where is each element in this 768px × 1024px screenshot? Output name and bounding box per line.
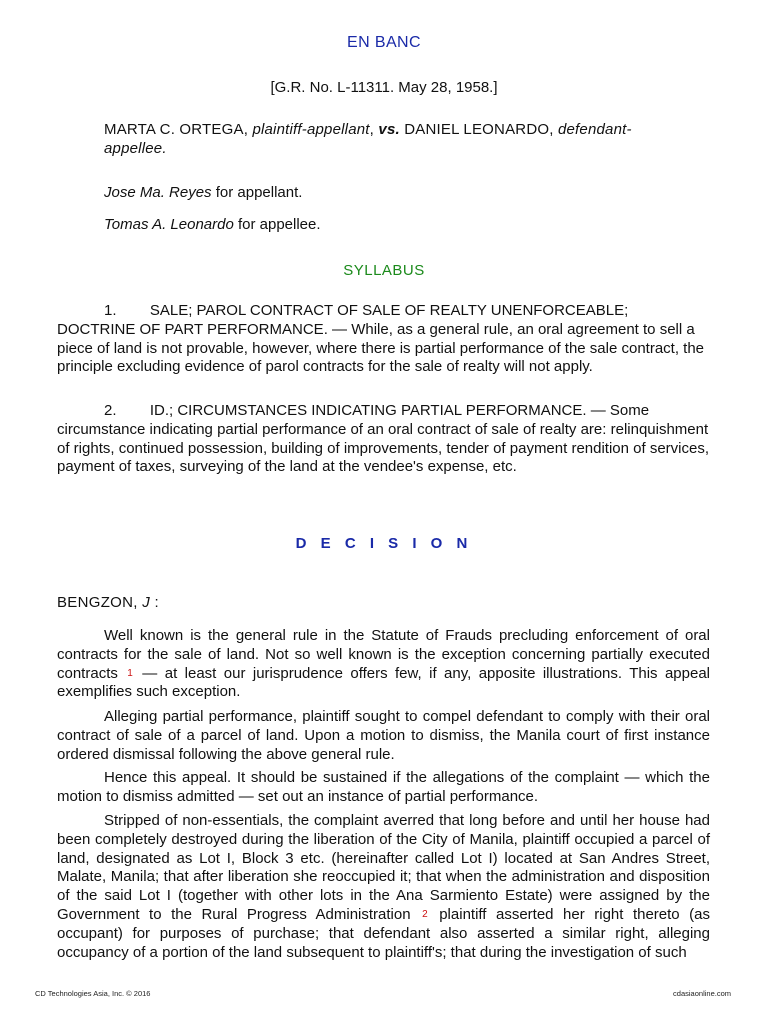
paragraph-1-text-a: Well known is the general rule in the Statute of Frauds precluding enforcement of oral contracts for the sale of land. Not so well known is the exception concerning partially executed contracts xyxy=(57,627,710,682)
plaintiff-name: MARTA C. ORTEGA, xyxy=(104,121,249,138)
court-division: EN BANC xyxy=(347,34,421,51)
decision-paragraph-2: Alleging partial performance, plaintiff sought to compel defendant to comply with their oral contract of sale of a parcel of land. Upon a motion to dismiss, the Manila court of first instance ordered dismissal following the above general rule. xyxy=(57,708,710,763)
versus-label: vs. xyxy=(378,121,400,138)
appellee-counsel-name: Tomas A. Leonardo xyxy=(104,216,234,233)
footer-site: cdasiaonline.com xyxy=(673,989,731,998)
appellee-counsel-suffix: for appellee. xyxy=(233,216,321,233)
paragraph-1-text-b: — at least our jurisprudence offers few, if any, apposite illustrations. This appeal exemplifies such exception. xyxy=(57,664,711,701)
appellant-counsel-name: Jose Ma. Reyes xyxy=(104,184,212,201)
footer-copyright: CD Technologies Asia, Inc. © 2016 xyxy=(35,989,151,998)
case-parties: MARTA C. ORTEGA, plaintiff-appellant, vs. DANIEL LEONARDO, defendant-appellee. xyxy=(104,121,632,157)
decision-paragraph-4 xyxy=(57,812,710,962)
ponente-name: BENGZON, xyxy=(57,594,138,611)
paragraph-4-text-b: plaintiff asserted her right thereto (as occupant) for purposes of purchase; that defendant also asserted a similar right, alleging occupancy of a portion of the land subsequent to plaintiff's; that during the investigation of such xyxy=(57,905,711,961)
syllabus-item-2: 2. ID.; CIRCUMSTANCES INDICATING PARTIAL PERFORMANCE. — Some circumstance indicating partial performance of an oral contract of sale of realty are: relinquishment of rights, continued possession, building of improvements, tender of payment rendition of services, payment of taxes, surveying of the land at the vendee's expense, etc. xyxy=(57,402,710,476)
counsel-appellant xyxy=(104,184,302,201)
footnote-1-link[interactable]: 1 xyxy=(127,667,133,679)
appellant-counsel-suffix: for appellant. xyxy=(211,184,303,201)
ponente-title: J xyxy=(142,594,151,611)
ponente xyxy=(57,594,159,611)
syllabus-heading: SYLLABUS xyxy=(343,262,425,279)
defendant-role: defendant-appellee. xyxy=(104,121,632,157)
case-number: [G.R. No. L-11311. May 28, 1958.] xyxy=(270,79,498,96)
plaintiff-role: plaintiff-appellant xyxy=(252,121,370,138)
syllabus-item-1: 1. SALE; PAROL CONTRACT OF SALE OF REALTY UNENFORCEABLE; DOCTRINE OF PART PERFORMANCE. — While, as a general rule, an oral agreement to sell a piece of land is not provable, however, where there is partial performance of the sale contract, the principle excluding evidence of parol contracts for the sale of realty will not apply. xyxy=(57,302,705,376)
paragraph-4-text-a: Stripped of non-essentials, the complaint averred that long before and until her house had been completely destroyed during the liberation of the City of Manila, plaintiff occupied a parcel of land, designated as Lot I, Block 3 etc. (hereinafter called Lot I) located at San Andres Street, Malate, Manila; that after liberation she reoccupied it; that when the administration and disposition of the said Lot I (together with other lots in the Ana Sarmiento Estate) were assigned by the Government to the Rural Progress Administration xyxy=(57,812,710,923)
decision-paragraph-1 xyxy=(57,627,710,702)
decision-heading: D E C I S I O N xyxy=(295,535,473,552)
counsel-appellee xyxy=(104,216,321,233)
footnote-2-link[interactable]: 2 xyxy=(422,908,428,920)
decision-paragraph-3: Hence this appeal. It should be sustained if the allegations of the complaint — which the motion to dismiss admitted — set out an instance of partial performance. xyxy=(57,769,710,805)
defendant-name: DANIEL LEONARDO, xyxy=(404,121,554,138)
ponente-colon: : xyxy=(150,594,159,611)
